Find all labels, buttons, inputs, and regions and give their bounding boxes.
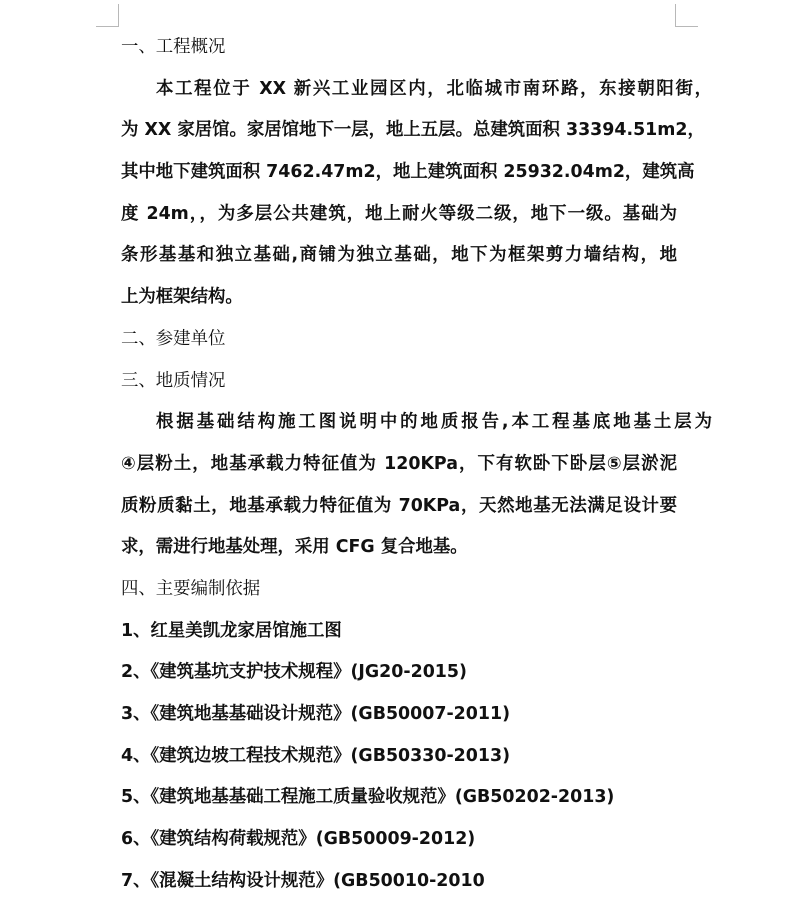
reference-item: 1、红星美凯龙家居馆施工图: [121, 620, 342, 641]
reference-item: 2、《建筑基坑支护技术规程》(JG20-2015): [121, 662, 467, 683]
paragraph-line: 度 24m，，为多层公共建筑，地上耐火等级二级，地下一级。基础为: [121, 203, 677, 224]
top-right-crop-mark: [675, 4, 698, 27]
reference-item: 7、《混凝土结构设计规范》(GB50010-2010: [121, 870, 485, 891]
document-body: [121, 27, 712, 902]
paragraph-line: 本工程位于 XX 新兴工业园区内，北临城市南环路，东接朝阳街，: [156, 78, 712, 99]
top-left-crop-mark: [96, 4, 119, 27]
paragraph-line: ④层粉土，地基承载力特征值为 120KPa，下有软卧下卧层⑤层淤泥: [121, 453, 677, 474]
paragraph-line: 质粉质黏土，地基承载力特征值为 70KPa，天然地基无法满足设计要: [121, 495, 677, 516]
reference-item: 3、《建筑地基基础设计规范》(GB50007-2011): [121, 704, 511, 724]
section-heading: 三、地质情况: [121, 370, 226, 391]
section-heading: 二、参建单位: [121, 328, 226, 349]
paragraph-line: 根据基础结构施工图说明中的地质报告,本工程基底地基土层为: [156, 412, 712, 433]
paragraph-line: 上为框架结构。: [121, 287, 243, 308]
reference-item: 4、《建筑边坡工程技术规范》(GB50330-2013): [121, 745, 511, 766]
paragraph-line: 求，需进行地基处理，采用 CFG 复合地基。: [121, 537, 468, 558]
section-heading: 一、工程概况: [121, 37, 226, 57]
section-heading: 四、主要编制依据: [121, 578, 261, 599]
reference-item: 6、《建筑结构荷载规范》(GB50009-2012): [121, 829, 476, 850]
paragraph-line: 其中地下建筑面积 7462.47m2，地上建筑面积 25932.04m2，建筑高: [121, 162, 695, 183]
paragraph-line: 条形基基和独立基础,商铺为独立基础，地下为框架剪力墙结构，地: [121, 245, 677, 266]
reference-item: 5、《建筑地基基础工程施工质量验收规范》(GB50202-2013): [121, 787, 615, 808]
paragraph-line: 为 XX 家居馆。家居馆地下一层，地上五层。总建筑面积 33394.51m2，: [121, 120, 705, 141]
